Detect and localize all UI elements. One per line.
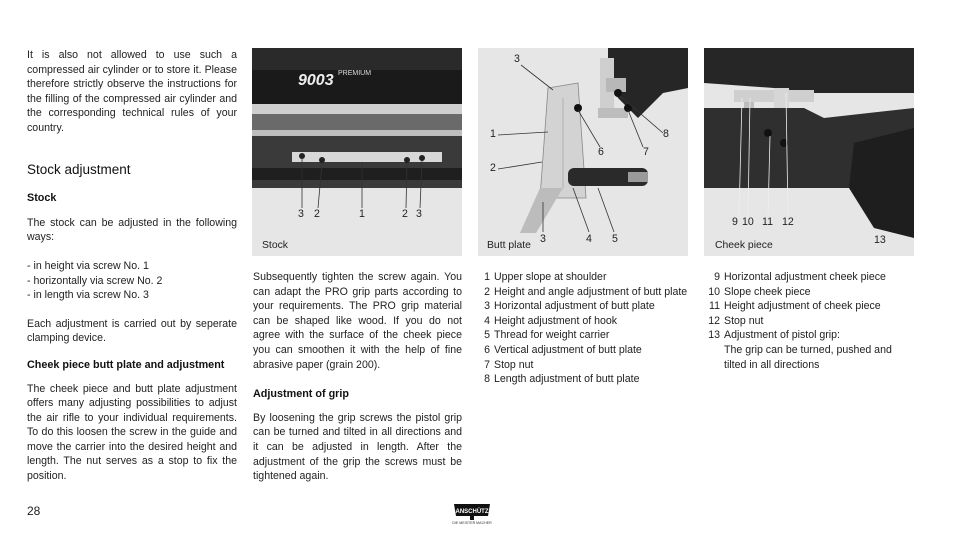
cheek-paragraph: The cheek piece and butt plate adjustment offers many adjusting possibilities to adjust the air rifle to your individual requirements. To do this loosen the screw in the guide and move the carrier into the desired height and length. The nut serves as a stop to fix the position. <box>27 382 237 483</box>
figure-butt-plate <box>478 48 688 256</box>
page-number: 28 <box>27 504 41 518</box>
grip-paragraph: By loosening the grip screws the pistol grip can be turned and tilted in all directions and it can be adjusted in length. After the adjustment of the grip the screws must be tightened again. <box>253 411 462 483</box>
butt-label-3: 3 <box>514 53 520 65</box>
cheek-label-13: 13 <box>874 234 886 246</box>
butt-label-6: 6 <box>598 146 604 158</box>
figure-stock <box>252 48 462 256</box>
legend-butt-plate <box>474 270 694 387</box>
stock-illustration <box>252 48 462 256</box>
list-item: - in height via screw No. 1 <box>27 259 149 272</box>
stock-model-text: 9003 <box>298 72 334 89</box>
stock-caption: Stock <box>262 240 288 251</box>
butt-label-1: 1 <box>490 128 496 140</box>
stock-label-3b: 3 <box>416 208 422 220</box>
logo-tagline: DIE MEISTER MACHER <box>452 521 492 525</box>
list-item: - horizontally via screw No. 2 <box>27 274 163 287</box>
legend-cheek-subtext: The grip can be turned, pushed and tilted in all directions <box>724 343 892 371</box>
logo-brand: ANSCHÜTZ <box>455 509 489 515</box>
list-item: 10 Slope cheek piece <box>708 285 811 298</box>
stock-label-2b: 2 <box>402 208 408 220</box>
stock-label-2: 2 <box>314 208 320 220</box>
list-item: 2 Height and angle adjustment of butt plate <box>484 285 688 298</box>
column-left <box>27 48 237 484</box>
butt-label-5: 5 <box>612 233 618 245</box>
stock-label-3: 3 <box>298 208 304 220</box>
intro-paragraph: It is also not allowed to use such a compressed air cylinder or to store it. Please therefore strictly observe the instructions for the filling of the compressed air cylinder and the corresponding technical rules of your country. <box>27 49 237 134</box>
stock-paragraph: The stock can be adjusted in the following ways: <box>27 216 237 244</box>
stock-heading: Stock <box>27 192 57 205</box>
grip-material-paragraph: Subsequently tighten the screw again. You can adapt the PRO grip parts according to your requirements. The PRO grip material can be shaped like wood. If you do not agree with the surface of the cheek piece you can smoothen it with the help of fine abrasive paper (grain 200). <box>253 271 462 371</box>
list-item: 5 Thread for weight carrier <box>484 329 610 342</box>
butt-caption: Butt plate <box>487 240 531 251</box>
column-middle-left <box>253 270 462 484</box>
cheek-label-12: 12 <box>782 216 794 228</box>
list-item: 1 Upper slope at shoulder <box>484 271 607 283</box>
section-title: Stock adjustment <box>27 161 131 177</box>
list-item: 6 Vertical adjustment of butt plate <box>484 343 642 356</box>
list-item: 3 Horizontal adjustment of butt plate <box>484 300 655 313</box>
butt-plate-illustration <box>478 48 688 256</box>
list-item: 8 Length adjustment of butt plate <box>484 373 640 386</box>
anschutz-logo <box>452 502 492 526</box>
legend-cheek-piece <box>698 270 918 372</box>
list-item: 13 Adjustment of pistol grip: <box>708 329 840 342</box>
list-item: - in length via screw No. 3 <box>27 289 149 302</box>
stock-list <box>27 259 237 303</box>
clamping-paragraph: Each adjustment is carried out by seperate clamping device. <box>27 317 237 345</box>
cheek-heading: Cheek piece butt plate and adjustment <box>27 358 225 371</box>
list-item: 7 Stop nut <box>484 358 534 371</box>
list-item: 4 Height adjustment of hook <box>484 314 618 327</box>
cheek-label-10: 10 <box>742 216 754 228</box>
figure-cheek-piece <box>704 48 914 256</box>
logo-icon <box>452 502 492 526</box>
butt-label-8: 8 <box>663 128 669 140</box>
butt-label-2: 2 <box>490 162 496 174</box>
cheek-label-11: 11 <box>762 216 773 228</box>
list-item: 9 Horizontal adjustment cheek piece <box>714 271 886 283</box>
list-item: 11 Height adjustment of cheek piece <box>709 300 881 313</box>
list-item: 12 Stop nut <box>708 314 764 327</box>
stock-label-1: 1 <box>359 208 365 220</box>
grip-heading: Adjustment of grip <box>253 388 349 401</box>
stock-premium-text: PREMIUM <box>338 70 372 77</box>
butt-label-3b: 3 <box>540 233 546 245</box>
cheek-caption: Cheek piece <box>715 240 773 251</box>
cheek-label-9: 9 <box>732 216 738 228</box>
butt-label-7: 7 <box>643 146 649 158</box>
butt-label-4: 4 <box>586 233 592 245</box>
